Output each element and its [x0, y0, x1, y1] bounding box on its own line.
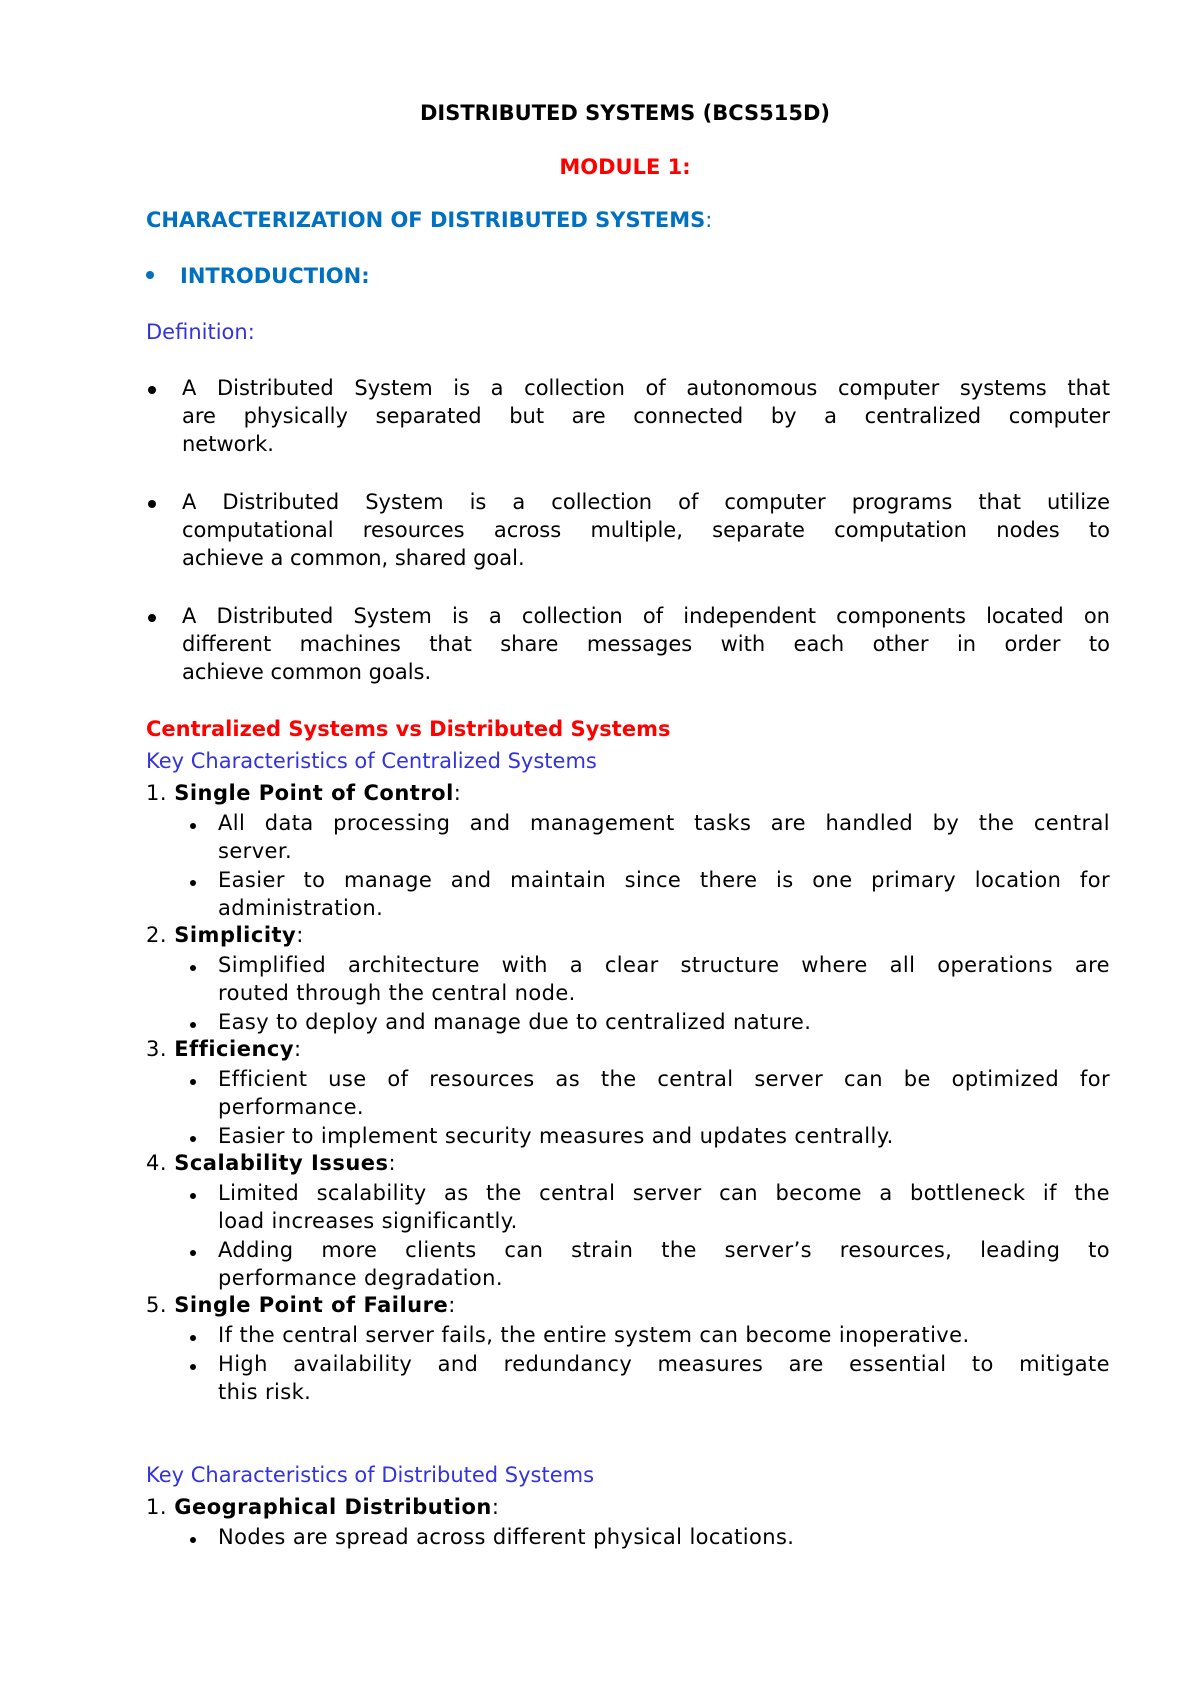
bullet-icon	[190, 880, 196, 886]
bullet-icon	[190, 1193, 196, 1199]
item-title: Simplicity	[174, 923, 297, 947]
text-line: Adding more clients can strain the server’s resources, leading to	[218, 1238, 1110, 1262]
text-line: load increases significantly.	[218, 1209, 518, 1233]
text-line: Easier to implement security measures and updates centrally.	[218, 1124, 894, 1148]
introduction-text: INTRODUCTION:	[180, 264, 370, 288]
sub-bullet	[218, 1065, 1110, 1121]
item-colon: :	[491, 1495, 500, 1519]
text-line: network.	[182, 432, 274, 456]
item-colon: :	[294, 1037, 302, 1061]
text-line: are physically separated but are connected by a centralized computer	[182, 404, 1110, 428]
text-line: routed through the central node.	[218, 981, 576, 1005]
bullet-icon	[190, 1022, 196, 1028]
sub-bullet	[218, 951, 1110, 1007]
text-line: performance.	[218, 1095, 364, 1119]
text-line: this risk.	[218, 1380, 312, 1404]
text-line: server.	[218, 839, 293, 863]
text-line: A Distributed System is a collection of independent components located on	[182, 604, 1110, 628]
numbered-item	[146, 923, 304, 947]
bullet-icon	[148, 386, 156, 394]
sub-bullet	[218, 1321, 1110, 1349]
chapter-heading-text: CHARACTERIZATION OF DISTRIBUTED SYSTEMS	[146, 208, 706, 232]
sub-bullet	[218, 809, 1110, 865]
sub-bullet	[218, 1350, 1110, 1406]
bullet-icon	[190, 1537, 196, 1543]
item-colon: :	[448, 1293, 456, 1317]
item-number: 3.	[146, 1037, 168, 1061]
numbered-item	[146, 1495, 499, 1519]
text-line: Easy to deploy and manage due to centralized nature.	[218, 1010, 812, 1034]
definition-paragraph	[182, 602, 1110, 686]
item-title: Geographical Distribution	[174, 1495, 492, 1519]
sub-bullet	[218, 1008, 1110, 1036]
definition-paragraph	[182, 374, 1110, 458]
item-number: 2.	[146, 923, 168, 947]
text-line: Easier to manage and maintain since there is one primary location for	[218, 868, 1110, 892]
module-heading: MODULE 1:	[559, 155, 691, 179]
text-line: performance degradation.	[218, 1266, 503, 1290]
centralized-heading: Key Characteristics of Centralized Systems	[146, 749, 597, 773]
definition-label: Definition:	[146, 320, 255, 344]
item-number: 1.	[146, 1495, 168, 1519]
bullet-icon	[190, 1250, 196, 1256]
text-line: achieve a common, shared goal.	[182, 546, 525, 570]
bullet-icon	[148, 614, 156, 622]
bullet-icon	[190, 1136, 196, 1142]
section-heading: Centralized Systems vs Distributed Systems	[146, 717, 671, 741]
text-line: administration.	[218, 896, 384, 920]
item-colon: :	[296, 923, 304, 947]
bullet-icon	[190, 1364, 196, 1370]
item-number: 4.	[146, 1151, 168, 1175]
chapter-heading-colon: :	[705, 208, 713, 232]
introduction-heading	[146, 264, 370, 288]
item-colon: :	[388, 1151, 397, 1175]
text-line: computational resources across multiple, separate computation nodes to	[182, 518, 1110, 542]
text-line: If the central server fails, the entire system can become inoperative.	[218, 1323, 970, 1347]
bullet-icon	[190, 1335, 196, 1341]
item-title: Efficiency	[174, 1037, 295, 1061]
sub-bullet	[218, 1236, 1110, 1292]
text-line: Limited scalability as the central server can become a bottleneck if the	[218, 1181, 1110, 1205]
bullet-icon	[190, 965, 196, 971]
text-line: achieve common goals.	[182, 660, 432, 684]
bullet-icon	[190, 1079, 196, 1085]
item-number: 1.	[146, 781, 168, 805]
definition-paragraph	[182, 488, 1110, 572]
item-number: 5.	[146, 1293, 168, 1317]
bullet-icon	[148, 500, 156, 508]
text-line: Nodes are spread across different physical locations.	[218, 1525, 795, 1549]
numbered-item	[146, 1037, 302, 1061]
item-colon: :	[453, 781, 462, 805]
text-line: High availability and redundancy measures are essential to mitigate	[218, 1352, 1110, 1376]
text-line: Simplified architecture with a clear structure where all operations are	[218, 953, 1110, 977]
item-title: Single Point of Control	[174, 781, 454, 805]
document-title: DISTRIBUTED SYSTEMS (BCS515D)	[419, 101, 830, 125]
sub-bullet	[218, 866, 1110, 922]
item-title: Single Point of Failure	[174, 1293, 449, 1317]
chapter-heading	[146, 208, 712, 232]
distributed-heading: Key Characteristics of Distributed Systems	[146, 1463, 595, 1487]
sub-bullet	[218, 1179, 1110, 1235]
text-line: different machines that share messages with each other in order to	[182, 632, 1110, 656]
sub-bullet	[218, 1122, 1110, 1150]
text-line: All data processing and management tasks are handled by the central	[218, 811, 1110, 835]
sub-bullet	[218, 1523, 1110, 1551]
text-line: Efficient use of resources as the central server can be optimized for	[218, 1067, 1110, 1091]
numbered-item	[146, 781, 461, 805]
bullet-icon	[146, 271, 154, 279]
item-title: Scalability Issues	[174, 1151, 389, 1175]
numbered-item	[146, 1151, 396, 1175]
numbered-item	[146, 1293, 456, 1317]
bullet-icon	[190, 823, 196, 829]
text-line: A Distributed System is a collection of autonomous computer systems that	[182, 376, 1110, 400]
text-line: A Distributed System is a collection of computer programs that utilize	[182, 490, 1110, 514]
